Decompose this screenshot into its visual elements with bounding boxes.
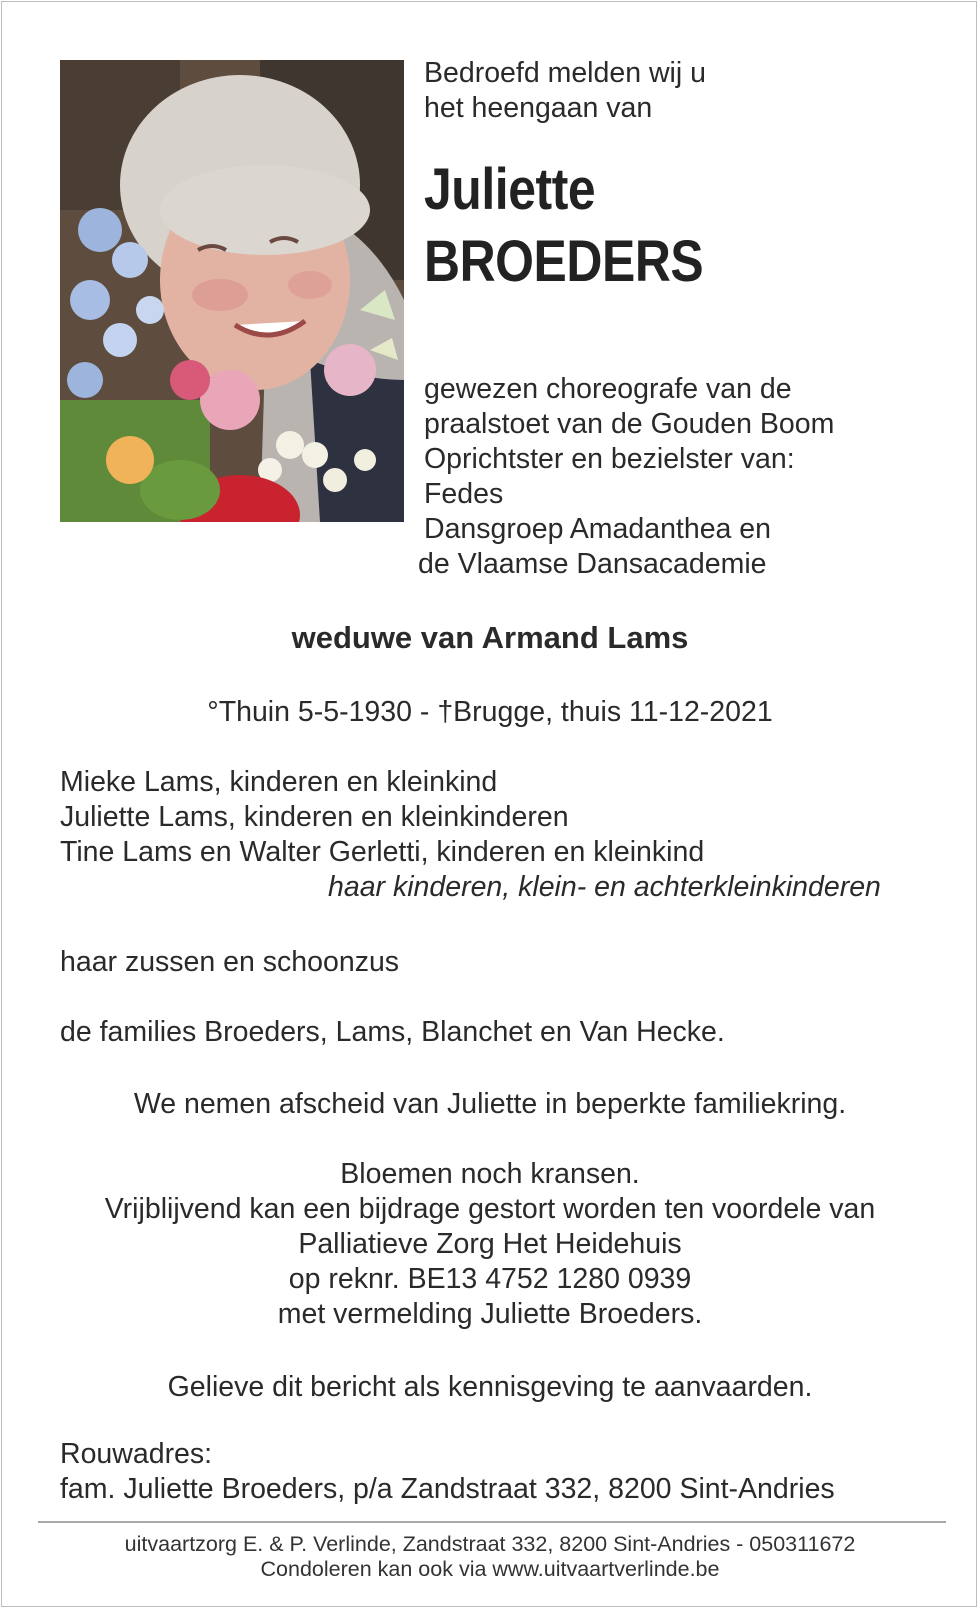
donation-line: op reknr. BE13 4752 1280 0939 [288, 1263, 692, 1295]
family-line: Juliette Lams, kinderen en kleinkinderen [60, 801, 569, 833]
funeral-home-footer [2, 1532, 977, 1582]
intro-line: Bedroefd melden wij u [424, 57, 706, 89]
families-line: de families Broeders, Lams, Blanchet en Van Hecke. [60, 1016, 725, 1048]
acknowledgement-note: Gelieve dit bericht als kennisgeving te aanvaarden. [167, 1371, 813, 1403]
role-line: Fedes [424, 478, 504, 510]
address-label: Rouwadres: [60, 1438, 213, 1470]
family-list [60, 765, 881, 905]
family-line: Tine Lams en Walter Gerletti, kinderen en kleinkind [60, 836, 705, 868]
family-caption: haar kinderen, klein- en achterkleinkinderen [328, 871, 881, 903]
donation-line: met vermelding Juliette Broeders. [277, 1298, 703, 1330]
role-line: praalstoet van de Gouden Boom [424, 408, 835, 440]
farewell-note: We nemen afscheid van Juliette in beperkte familiekring. [133, 1088, 847, 1120]
role-line: Oprichtster en bezielster van: [424, 443, 795, 475]
first-name: Juliette [424, 157, 596, 222]
role-line: Dansgroep Amadanthea en [424, 513, 772, 545]
widow-of: weduwe van Armand Lams [291, 620, 689, 655]
deceased-name [424, 154, 703, 298]
last-name: BROEDERS [424, 229, 704, 294]
announcement-intro [424, 56, 706, 126]
portrait-image [60, 60, 404, 522]
funeral-home-info: uitvaartzorg E. & P. Verlinde, Zandstraat 332, 8200 Sint-Andries - 050311672 [124, 1532, 856, 1556]
condolence-website[interactable]: Condoleren kan ook via www.uitvaartverlinde.be [260, 1557, 720, 1581]
obituary-card [1, 1, 977, 1607]
mourning-address [60, 1437, 835, 1507]
family-line: Mieke Lams, kinderen en kleinkind [60, 766, 498, 798]
sisters-line: haar zussen en schoonzus [60, 946, 400, 978]
footer-divider [38, 1521, 946, 1523]
donation-line: Bloemen noch kransen. [340, 1158, 640, 1190]
portrait-photo [60, 60, 404, 522]
role-line: gewezen choreografe van de [424, 373, 792, 405]
birth-death-dates: °Thuin 5-5-1930 - †Brugge, thuis 11-12-2021 [207, 696, 773, 728]
role-line: de Vlaamse Dansacademie [418, 548, 767, 580]
donation-line: Palliatieve Zorg Het Heidehuis [298, 1228, 682, 1260]
donation-line: Vrijblijvend kan een bijdrage gestort worden ten voordele van [104, 1193, 876, 1225]
address-value: fam. Juliette Broeders, p/a Zandstraat 332, 8200 Sint-Andries [60, 1473, 835, 1505]
intro-line: het heengaan van [424, 92, 653, 124]
donation-note [2, 1157, 977, 1332]
roles-block [418, 372, 835, 582]
